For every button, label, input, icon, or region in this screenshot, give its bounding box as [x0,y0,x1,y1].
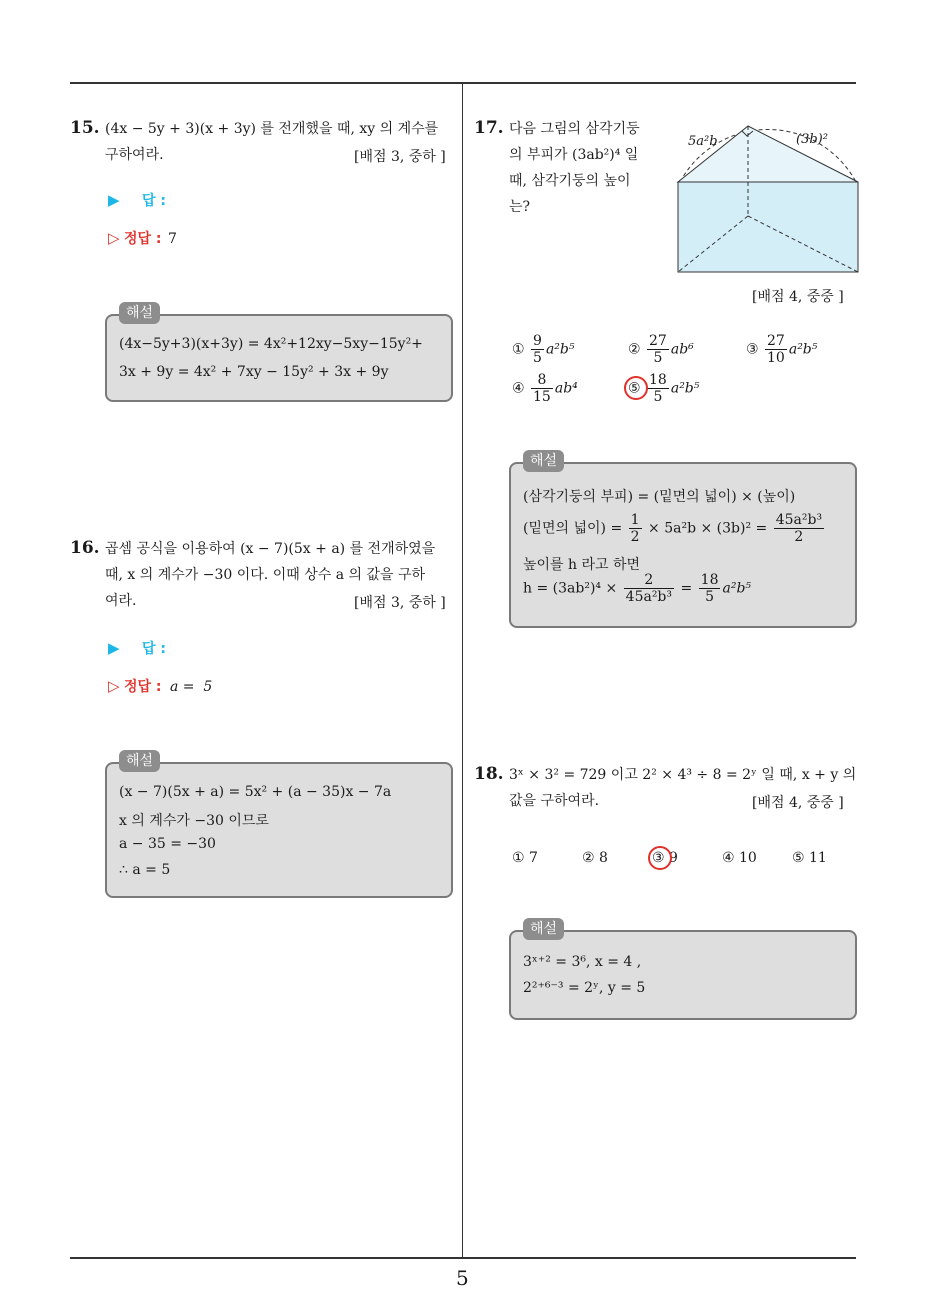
correct-answer-row [108,228,177,248]
question-text-line2: 때, x 의 계수가 −30 이다. 이때 상수 a 의 값을 구하 [105,567,426,583]
choice-5[interactable]: ⑤ $\frac{18}{5}$ a²b⁵ [628,372,700,405]
solution-line: ∴ a = 5 [119,862,171,878]
choice-2[interactable]: ② 8 [582,850,608,866]
score-tag: [배점 4, 중중 ] [752,795,844,811]
answer-label: 답 : [142,641,166,657]
solution-box [105,762,453,898]
solution-line: x 의 계수가 −30 이므로 [119,813,269,829]
question-text-line3: 여라. [105,593,137,609]
question-text-line2: 값을 구하여라. [509,793,600,809]
question-text-line2: 구하여라. [105,147,164,163]
solution-line: 3x + 9y = 4x² + 7xy − 15y² + 3x + 9y [119,364,389,380]
bottom-rule [70,1257,856,1259]
answer-label: 답 : [142,193,166,209]
question-text-line4: 는? [509,199,531,215]
solution-tab: 해설 [119,302,160,324]
selected-answer-circle [648,846,672,870]
solution-line: a − 35 = −30 [119,836,216,852]
solution-box [509,930,857,1020]
correct-label: 정답 : [124,231,162,247]
choice-3[interactable]: ③ $\frac{27}{10}$ a²b⁵ [746,333,818,366]
choice-2[interactable]: ② $\frac{27}{5}$ ab⁶ [628,333,694,366]
question-number: 18. [474,764,504,784]
solution-tab: 해설 [523,450,564,472]
choice-1[interactable]: ① $\frac{9}{5}$ a²b⁵ [512,333,575,366]
selected-answer-circle [624,376,648,400]
solution-box [509,462,857,628]
choice-4[interactable]: ④ $\frac{8}{15}$ ab⁴ [512,372,578,405]
choice-4[interactable]: ④ 10 [722,850,757,866]
correct-answer-row [108,676,212,696]
score-tag: [배점 3, 중하 ] [354,595,446,611]
score-tag: [배점 4, 중중 ] [752,289,844,305]
solution-tab: 해설 [523,918,564,940]
page-number: 5 [456,1266,469,1290]
answer-row [108,190,166,210]
score-tag: [배점 3, 중하 ] [354,149,446,165]
correct-label: 정답 : [124,679,162,695]
solution-box [105,314,453,402]
question-text-line1: (4x − 5y + 3)(x + 3y) 를 전개했을 때, xy 의 계수를 [105,121,439,137]
solution-line: 높이를 h 라고 하면 [523,557,641,573]
question-number: 15. [70,118,100,138]
solution-line: (x − 7)(5x + a) = 5x² + (a − 35)x − 7a [119,784,392,800]
figure-label-left: 5a²b [688,134,718,149]
solution-line: 3ˣ⁺² = 3⁶, x = 4 , [523,954,642,970]
solution-line: 2²⁺⁶⁻³ = 2ʸ, y = 5 [523,980,646,996]
top-rule [70,82,856,84]
solution-tab: 해설 [119,750,160,772]
choice-5[interactable]: ⑤ 11 [792,850,827,866]
choice-1[interactable]: ① 7 [512,850,538,866]
correct-value: 7 [167,231,177,247]
question-number: 17. [474,118,504,138]
outline-play-icon: ▷ [108,229,120,247]
question-text-line3: 때, 삼각기둥의 높이 [509,173,631,189]
solution-line: (4x−5y+3)(x+3y) = 4x²+12xy−5xy−15y²+ [119,336,423,352]
solution-line: (밑면의 넓이) = $\frac{1}{2}$ × 5a²b × (3b)² = $\frac{\text{45a²b³}}{2}$ [523,512,823,545]
outline-play-icon: ▷ [108,677,120,695]
question-text-line1: 3ˣ × 3² = 729 이고 2² × 4³ ÷ 8 = 2ʸ 일 때, x + y 의 [509,767,857,783]
question-text-line1: 다음 그림의 삼각기둥 [509,121,640,137]
correct-value: a = 5 [169,679,213,695]
question-text-line2: 의 부피가 (3ab²)⁴ 일 [509,147,639,163]
question-text-line1: 곱셈 공식을 이용하여 (x − 7)(5x + a) 를 전개하였을 [105,541,436,557]
solution-line: (삼각기둥의 부피) = (밑면의 넓이) × (높이) [523,489,796,505]
column-divider [462,84,463,1258]
solution-line: h = (3ab²)⁴ × $\frac{2}{\text{45a²b³}}$ = $\frac{18}{5}$ a²b⁵ [523,572,752,605]
play-icon: ▶ [108,191,120,209]
figure-label-right: (3b)² [796,132,828,147]
choice-3[interactable]: ③ 9 [652,850,678,866]
play-icon: ▶ [108,639,120,657]
question-number: 16. [70,538,100,558]
answer-row [108,638,166,658]
